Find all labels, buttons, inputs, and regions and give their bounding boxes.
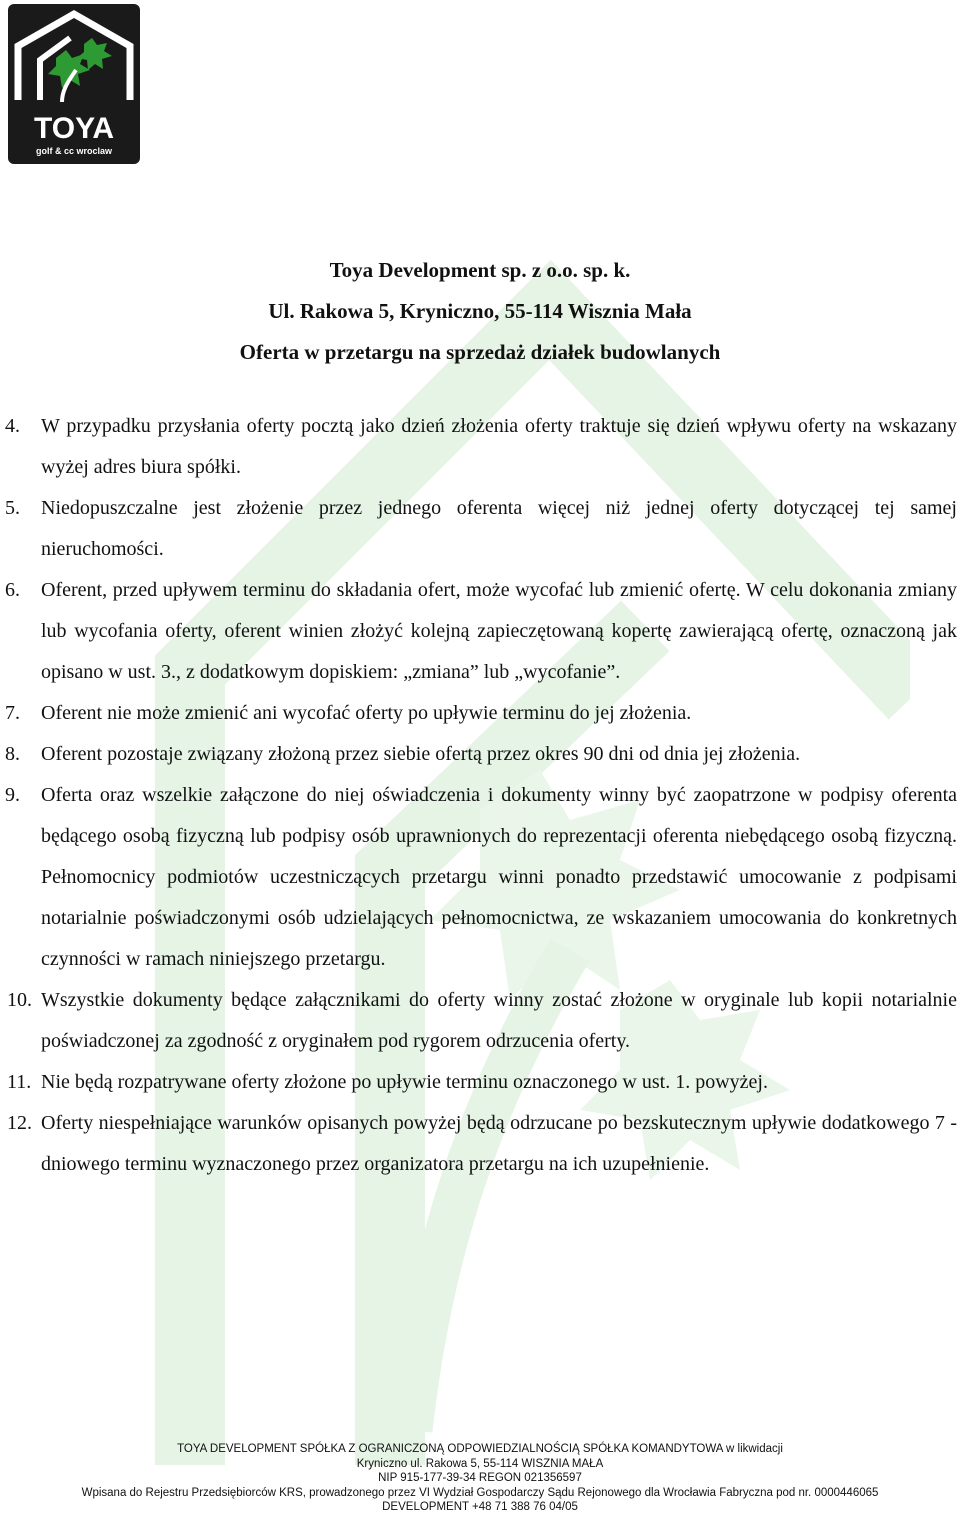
item-text: Oferty niespełniające warunków opisanych powyżej będą odrzucane po bezskutecznym upływie dodatkowego 7 - dniowego terminu wyznaczonego przez organizatora przetargu na ich uzupełnienie. [41, 1112, 957, 1175]
company-name: Toya Development sp. z o.o. sp. k. [329, 258, 631, 282]
list-item [0, 406, 957, 488]
logo-tagline-text: golf & cc wroclaw [35, 146, 113, 156]
footer-tax-ids: NIP 915-177-39-34 REGON 021356597 [378, 1472, 582, 1484]
item-number: 8. [5, 743, 20, 765]
logo-brand-text: TOYA [33, 112, 115, 145]
footer-company-name: TOYA DEVELOPMENT SPÓŁKA Z OGRANICZONĄ ODPOWIEDZIALNOŚCIĄ SPÓŁKA KOMANDYTOWA w likwidacji [177, 1443, 783, 1455]
list-item [0, 775, 957, 980]
document-header [0, 250, 960, 373]
list-item [0, 980, 957, 1062]
list-item [0, 734, 957, 775]
company-address: Ul. Rakowa 5, Kryniczno, 55-114 Wisznia Mała [268, 299, 692, 323]
item-text: Oferent pozostaje związany złożoną przez siebie ofertą przez okres 90 dni od dnia jej złożenia. [41, 743, 801, 765]
document-body [0, 406, 960, 1185]
list-item [0, 488, 957, 570]
item-text: Oferta oraz wszelkie załączone do niej oświadczenia i dokumenty winny być zaopatrzone w podpisy oferenta będącego osobą fizyczną lub podpisy osób uprawnionych do reprezentacji oferenta niebędącego osobą fizyczną. Pełnomocnicy podmiotów uczestniczących przetargu winni ponadto przedstawić umocowanie z podpisami notarialnie poświadczonymi osób udzielających pełnomocnictwa, ze wskazaniem umocowania do konkretnych czynności w ramach niniejszego przetargu. [41, 784, 957, 970]
list-item [0, 1103, 957, 1185]
item-text: W przypadku przysłania oferty pocztą jako dzień złożenia oferty traktuje się dzień wpływu oferty na wskazany wyżej adres biura spółki. [41, 415, 957, 478]
item-number: 5. [5, 497, 20, 519]
item-text: Wszystkie dokumenty będące załącznikami do oferty winny zostać złożone w oryginale lub kopii notarialnie poświadczonej za zgodność z oryginałem pod rygorem odrzucenia oferty. [41, 989, 957, 1052]
item-number: 12. [7, 1112, 32, 1134]
item-text: Oferent nie może zmienić ani wycofać oferty po upływie terminu do jej złożenia. [41, 702, 692, 724]
item-text: Niedopuszczalne jest złożenie przez jednego oferenta więcej niż jednej oferty dotyczącej tej samej nieruchomości. [41, 497, 957, 560]
item-number: 9. [5, 784, 20, 806]
document-footer [0, 1442, 960, 1515]
toya-logo [8, 4, 140, 164]
footer-registry: Wpisana do Rejestru Przedsiębiorców KRS, prowadzonego przez VI Wydział Gospodarczy Sądu Rejonowego dla Wrocławia Fabryczna pod nr. 0000446065 [81, 1486, 879, 1499]
item-number: 6. [5, 579, 20, 601]
footer-address: Kryniczno ul. Rakowa 5, 55-114 WISZNIA MAŁA [356, 1457, 604, 1470]
item-number: 4. [5, 415, 20, 437]
item-text: Oferent, przed upływem terminu do składania ofert, może wycofać lub zmienić ofertę. W celu dokonania zmiany lub wycofania oferty, oferent winien złożyć kolejną zapieczętowaną kopertę zawierającą ofertę, oznaczoną jak opisano w ust. 3., z dodatkowym dopiskiem: „zmiana” lub „wycofanie”. [41, 579, 957, 683]
footer-phone: DEVELOPMENT +48 71 388 76 04/05 [382, 1501, 578, 1513]
item-number: 7. [5, 702, 20, 724]
item-number: 11. [7, 1071, 32, 1093]
item-number: 10. [7, 989, 32, 1011]
item-text: Nie będą rozpatrywane oferty złożone po upływie terminu oznaczonego w ust. 1. powyżej. [41, 1071, 768, 1093]
list-item [0, 1062, 957, 1103]
list-item [0, 570, 957, 693]
list-item [0, 693, 957, 734]
document-title: Oferta w przetargu na sprzedaż działek budowlanych [239, 340, 721, 364]
